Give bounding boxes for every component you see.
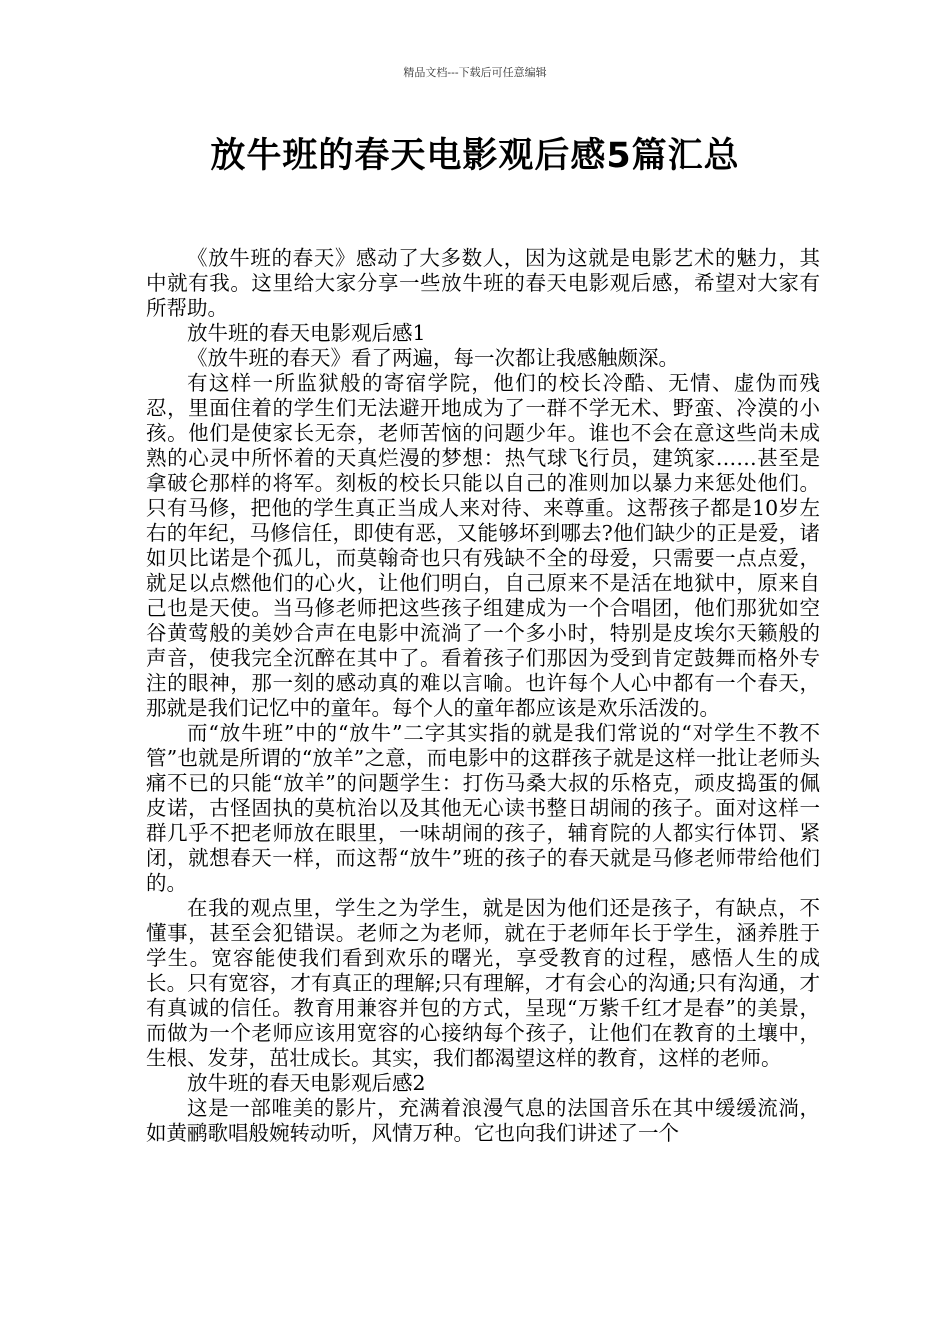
document-body	[146, 246, 820, 1146]
body-paragraph: 这是一部唯美的影片，充满着浪漫气息的法国音乐在其中缓缓流淌，如黄鹂歌唱般婉转动听，风情万种。它也向我们讲述了一个	[146, 1096, 820, 1145]
body-paragraph: 《放牛班的春天》看了两遍，每一次都让我感触颇深。	[187, 346, 679, 370]
document-title: 放牛班的春天电影观后感5篇汇总	[210, 136, 740, 176]
intro-paragraph: 《放牛班的春天》感动了大多数人，因为这就是电影艺术的魅力，其中就有我。这里给大家分享一些放牛班的春天电影观后感，希望对大家有所帮助。	[146, 246, 820, 320]
section-heading-1: 放牛班的春天电影观后感1	[187, 321, 426, 345]
body-paragraph: 在我的观点里，学生之为学生，就是因为他们还是孩子，有缺点，不懂事，甚至会犯错误。老师之为老师，就在于老师年长于学生，涵养胜于学生。宽容能使我们看到欢乐的曙光，享受教育的过程，感悟人生的成长。只有宽容，才有真正的理解;只有理解，才有会心的沟通;只有沟通，才有真诚的信任。教育用兼容并包的方式，呈现“万紫千红才是春”的美景，而做为一个老师应该用宽容的心接纳每个孩子，让他们在教育的土壤中，生根、发芽，茁壮成长。其实，我们都渴望这样的教育，这样的老师。	[146, 896, 820, 1070]
section-heading-2: 放牛班的春天电影观后感2	[187, 1071, 426, 1095]
header-note: 精品文档---下载后可任意编辑	[403, 66, 547, 79]
body-paragraph: 有这样一所监狱般的寄宿学院，他们的校长冷酷、无情、虚伪而残忍，里面住着的学生们无法避开地成为了一群不学无术、野蛮、冷漠的小孩。他们是使家长无奈，老师苦恼的问题少年。谁也不会在意这些尚未成熟的心灵中所怀着的天真烂漫的梦想：热气球飞行员，建筑家……甚至是拿破仑那样的将军。刻板的校长只能以自己的准则加以暴力来惩处他们。只有马修，把他的学生真正当成人来对待、来尊重。这帮孩子都是10岁左右的年纪，马修信任，即使有恶，又能够坏到哪去?他们缺少的正是爱，诸如贝比诺是个孤儿，而莫翰奇也只有残缺不全的母爱，只需要一点点爱，就足以点燃他们的心火，让他们明白，自己原来不是活在地狱中，原来自己也是天使。当马修老师把这些孩子组建成为一个合唱团，他们那犹如空谷黄莺般的美妙合声在电影中流淌了一个多小时，特别是皮埃尔天籁般的声音，使我完全沉醉在其中了。看着孩子们那因为受到肯定鼓舞而格外专注的眼神，那一刻的感动真的难以言喻。也许每个人心中都有一个春天，那就是我们记忆中的童年。每个人的童年都应该是欢乐活泼的。	[146, 371, 820, 720]
body-paragraph: 而“放牛班”中的“放牛”二字其实指的就是我们常说的“对学生不教不管”也就是所谓的“放羊”之意，而电影中的这群孩子就是这样一批让老师头痛不已的只能“放羊”的问题学生：打伤马桑大叔的乐格克，顽皮捣蛋的佩皮诺，古怪固执的莫杭治以及其他无心读书整日胡闹的孩子。面对这样一群几乎不把老师放在眼里，一味胡闹的孩子，辅育院的人都实行体罚、紧闭，就想春天一样，而这帮“放牛”班的孩子的春天就是马修老师带给他们的。	[146, 721, 820, 895]
